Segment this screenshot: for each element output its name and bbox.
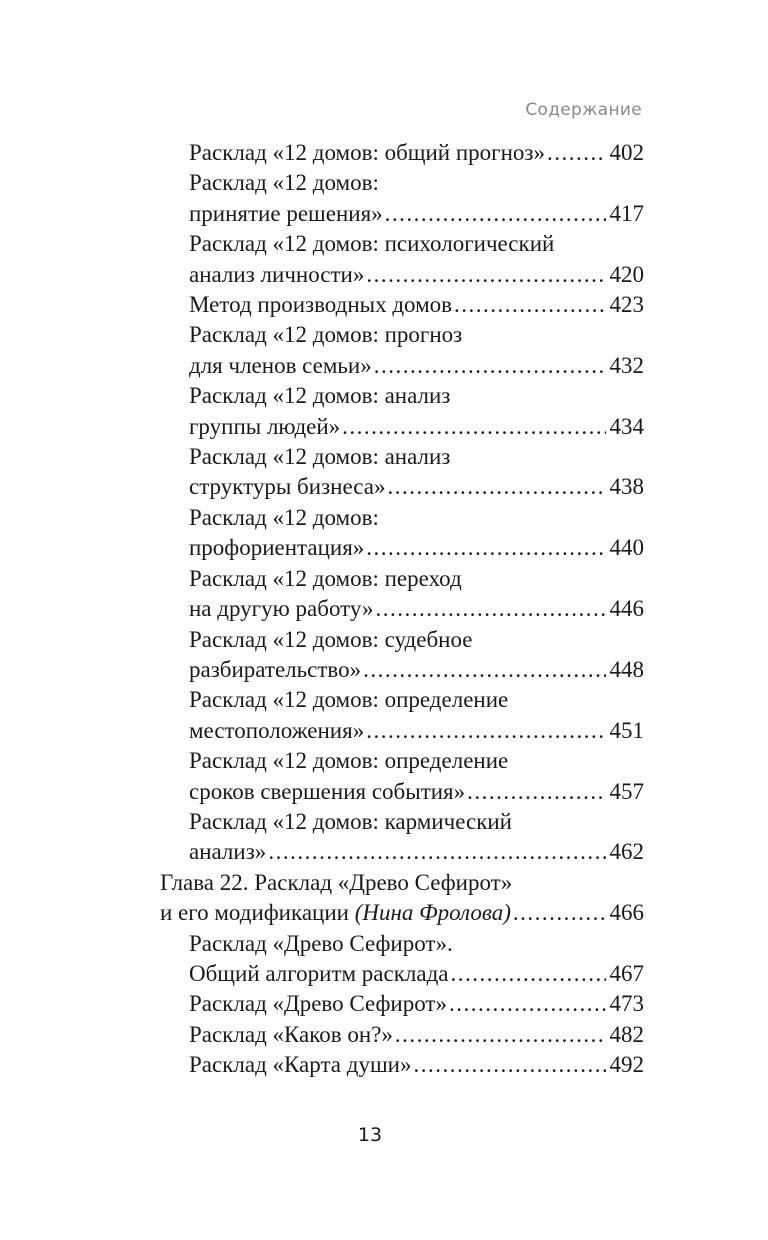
toc-page-number: 423 bbox=[609, 292, 644, 318]
toc-entry-title-text: местоположения» bbox=[189, 717, 365, 743]
toc-entry-line: Расклад «12 домов: bbox=[189, 170, 379, 196]
toc-page-number: 402 bbox=[609, 140, 644, 165]
toc-entry bbox=[160, 503, 644, 564]
toc-entry-title bbox=[189, 959, 449, 989]
toc-dot-leader bbox=[366, 716, 605, 746]
toc-entry-title bbox=[189, 260, 364, 290]
toc-entry-title bbox=[189, 533, 364, 563]
toc-entry-title bbox=[189, 594, 373, 624]
toc-entry-title-text: структуры бизнеса» bbox=[189, 474, 386, 500]
toc-entry-title bbox=[189, 290, 452, 320]
toc-entry-last-line bbox=[189, 716, 644, 746]
toc-dot-leader bbox=[366, 533, 605, 563]
toc-entry-last-line bbox=[189, 959, 644, 989]
toc-entry bbox=[160, 807, 644, 868]
toc-dot-leader bbox=[395, 1020, 606, 1050]
toc-entry-title-text: профориентация» bbox=[189, 535, 365, 561]
toc-entry-line: Расклад «12 домов: анализ bbox=[189, 383, 451, 409]
toc-entry-title bbox=[189, 777, 465, 807]
toc-entry-last-line bbox=[189, 655, 644, 685]
toc-entry-last-line bbox=[189, 533, 644, 563]
toc-entry-title-text: для членов семьи» bbox=[189, 352, 372, 378]
toc-entry bbox=[160, 1020, 644, 1050]
toc-chapter bbox=[160, 868, 644, 929]
toc-dot-leader bbox=[451, 959, 606, 989]
toc-entry-title bbox=[189, 716, 364, 746]
toc-entry-last-line bbox=[189, 594, 644, 624]
toc-page-number: 417 bbox=[609, 200, 644, 226]
toc-page-number: 473 bbox=[609, 991, 644, 1017]
toc-entry-title bbox=[189, 472, 385, 502]
toc-entry-last-line bbox=[160, 898, 644, 928]
toc-page-number: 492 bbox=[609, 1052, 644, 1078]
toc-page-number: 420 bbox=[609, 261, 644, 287]
toc-entry-title-text: на другую работу» bbox=[189, 596, 374, 622]
toc-page-number: 467 bbox=[609, 960, 644, 986]
toc-page-number: 482 bbox=[609, 1021, 644, 1047]
toc-dot-leader bbox=[467, 777, 605, 807]
toc-dot-leader bbox=[342, 412, 605, 442]
toc-entry-title-text: анализ личности» bbox=[189, 261, 365, 287]
toc-entry bbox=[160, 442, 644, 503]
toc-entry-title-text: анализ» bbox=[189, 839, 267, 865]
toc-page-number: 466 bbox=[609, 900, 644, 926]
toc-entry-title-text: Расклад «Каков он?» bbox=[189, 1021, 393, 1047]
toc-entry-title-text: Метод производных домов bbox=[189, 292, 453, 318]
toc-entry-last-line bbox=[189, 412, 644, 442]
toc-entry-last-line bbox=[189, 199, 644, 229]
toc-page-number: 462 bbox=[609, 839, 644, 865]
toc-entry-line: Расклад «12 домов: психологический bbox=[189, 231, 555, 257]
toc-page-number: 451 bbox=[609, 717, 644, 743]
toc-entry-last-line bbox=[189, 989, 644, 1019]
toc-entry-last-line bbox=[189, 260, 644, 290]
toc-dot-leader bbox=[413, 1050, 605, 1080]
toc-entry-line: Расклад «12 домов: анализ bbox=[189, 444, 451, 470]
toc-dot-leader bbox=[268, 837, 605, 867]
page-number: 13 bbox=[357, 1124, 383, 1146]
toc-entry-last-line bbox=[189, 290, 644, 320]
toc-entry-title bbox=[189, 138, 545, 168]
toc-entry-last-line bbox=[189, 1050, 644, 1080]
toc-entry-last-line bbox=[189, 837, 644, 867]
toc-entry-title bbox=[189, 199, 383, 229]
toc-entry-title-text: разбирательство» bbox=[189, 656, 362, 682]
toc-page-number: 457 bbox=[609, 778, 644, 804]
toc-dot-leader bbox=[385, 199, 606, 229]
toc-entry-title bbox=[189, 412, 340, 442]
toc-entry-line: Расклад «12 домов: определение bbox=[189, 748, 509, 774]
toc-entry-title bbox=[189, 1050, 411, 1080]
toc-entry-title bbox=[160, 898, 511, 928]
toc-entry bbox=[160, 320, 644, 381]
toc-dot-leader bbox=[454, 290, 605, 320]
toc-page-number: 434 bbox=[609, 413, 644, 439]
toc-entry-title-text: Расклад «12 домов: общий прогноз» bbox=[189, 140, 546, 165]
toc-dot-leader bbox=[513, 898, 606, 928]
toc-entry-line: Расклад «12 домов: определение bbox=[189, 687, 509, 713]
toc-entry bbox=[160, 685, 644, 746]
toc-entry-title-text: группы людей» bbox=[189, 413, 341, 439]
toc-entry bbox=[160, 381, 644, 442]
toc-entry-title-text: и его модификации bbox=[160, 900, 349, 926]
toc-entry-last-line bbox=[189, 138, 644, 168]
toc-entry-title bbox=[189, 989, 447, 1019]
toc-page-number: 448 bbox=[609, 656, 644, 682]
toc-dot-leader bbox=[375, 594, 605, 624]
toc-entry-last-line bbox=[189, 472, 644, 502]
toc-entry-title-text: Общий алгоритм расклада bbox=[189, 960, 449, 986]
toc-entry bbox=[160, 168, 644, 229]
toc-entry-line: Расклад «Древо Сефирот». bbox=[189, 930, 453, 956]
toc-entry bbox=[160, 564, 644, 625]
toc-entry-line: Расклад «12 домов: bbox=[189, 504, 379, 530]
toc-page-number: 438 bbox=[609, 474, 644, 500]
toc-entry-last-line bbox=[189, 777, 644, 807]
toc-dot-leader bbox=[374, 351, 606, 381]
toc-entry-line: Расклад «12 домов: переход bbox=[189, 565, 462, 591]
toc-entry-line: Расклад «12 домов: судебное bbox=[189, 626, 473, 652]
toc-entry-title-text: Расклад «Карта души» bbox=[189, 1052, 412, 1078]
toc-entry-last-line bbox=[189, 1020, 644, 1050]
toc-dot-leader bbox=[363, 655, 605, 685]
toc-entry bbox=[160, 989, 644, 1019]
toc-dot-leader bbox=[547, 138, 605, 168]
toc-entry-line: Расклад «12 домов: прогноз bbox=[189, 322, 463, 348]
table-of-contents bbox=[160, 138, 644, 1081]
toc-entry-title bbox=[189, 1020, 393, 1050]
toc-entry bbox=[160, 929, 644, 990]
toc-entry-title bbox=[189, 837, 266, 867]
toc-entry-line: Глава 22. Расклад «Древо Сефирот» bbox=[160, 869, 513, 895]
toc-page-number: 440 bbox=[609, 535, 644, 561]
toc-entry-title bbox=[189, 655, 361, 685]
toc-entry bbox=[160, 746, 644, 807]
running-head: Содержание bbox=[525, 100, 642, 120]
toc-entry bbox=[160, 290, 644, 320]
toc-entry-title bbox=[189, 351, 372, 381]
toc-entry-title-text: сроков свершения события» bbox=[189, 778, 466, 804]
toc-entry bbox=[160, 1050, 644, 1080]
toc-entry-last-line bbox=[189, 351, 644, 381]
toc-entry-title-text: принятие решения» bbox=[189, 200, 383, 226]
toc-entry-title-text: Расклад «Древо Сефирот» bbox=[189, 991, 447, 1017]
toc-page-number: 432 bbox=[609, 352, 644, 378]
toc-entry-author: (Нина Фролова) bbox=[354, 900, 511, 926]
toc-page-number: 446 bbox=[609, 596, 644, 622]
toc-entry bbox=[160, 229, 644, 290]
toc-dot-leader bbox=[366, 260, 605, 290]
toc-entry-line: Расклад «12 домов: кармический bbox=[189, 808, 512, 834]
toc-dot-leader bbox=[449, 989, 606, 1019]
toc-dot-leader bbox=[387, 472, 605, 502]
toc-entry bbox=[160, 625, 644, 686]
toc-entry bbox=[160, 138, 644, 168]
